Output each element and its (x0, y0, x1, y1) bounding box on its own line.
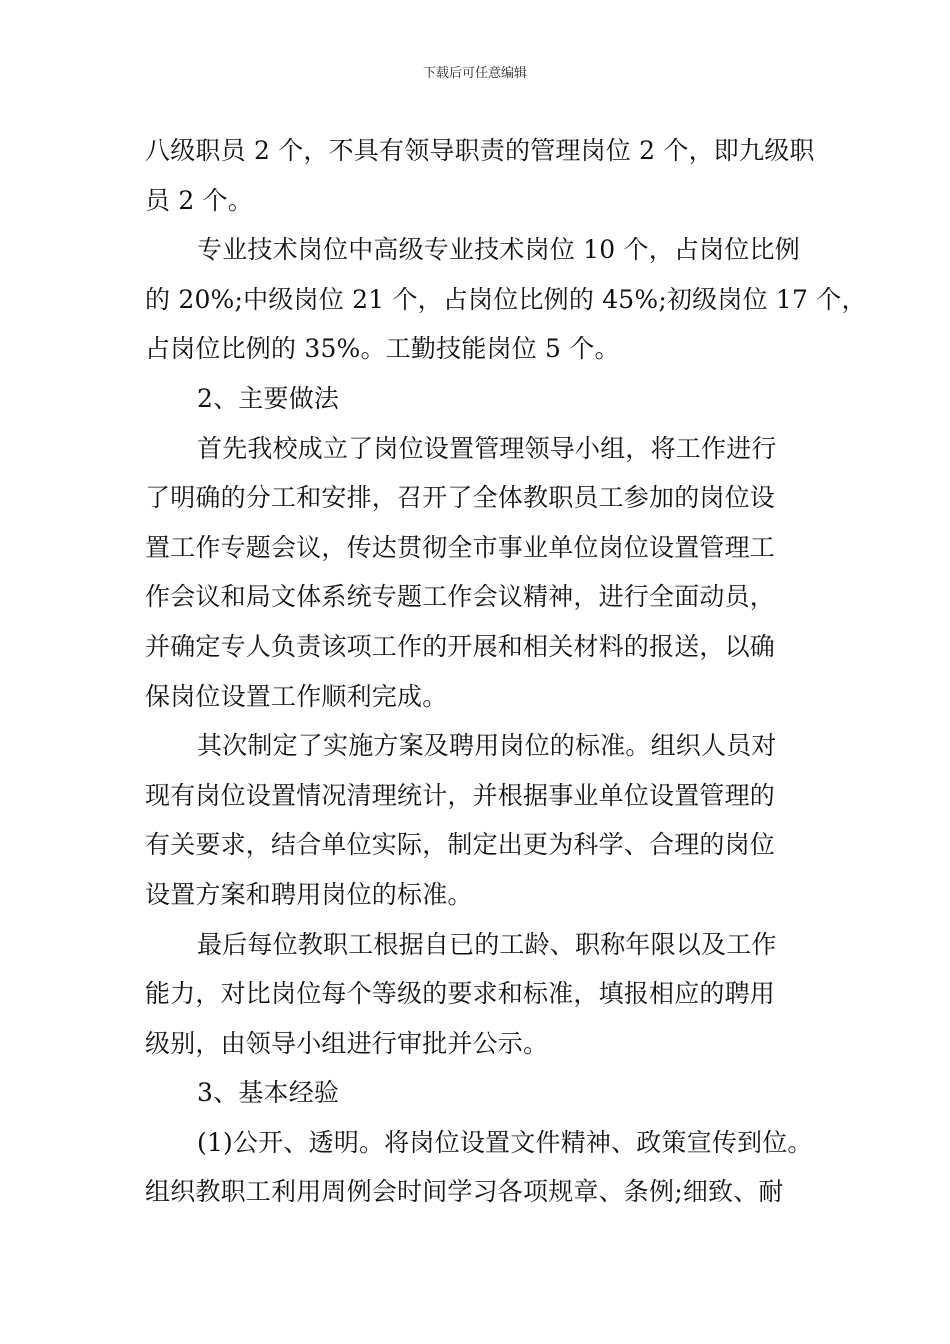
text-line: 级别，由领导小组进行审批并公示。 (145, 1028, 549, 1058)
text-line: 有关要求，结合单位实际，制定出更为科学、合理的岗位 (145, 830, 776, 860)
text-line: 最后每位教职工根据自已的工龄、职称年限以及工作 (197, 929, 777, 959)
text-line: (1)公开、透明。将岗位设置文件精神、政策宣传到位。 (197, 1127, 813, 1157)
text-line: 了明确的分工和安排，召开了全体教职员工参加的岗位设 (145, 483, 776, 513)
text-line: 能力，对比岗位每个等级的要求和标准，填报相应的聘用 (145, 979, 776, 1009)
section-heading: 2、主要做法 (197, 383, 340, 413)
page-header: 下载后可任意编辑 (422, 66, 527, 81)
section-heading: 3、基本经验 (197, 1078, 340, 1108)
text-line: 组织教职工利用周例会时间学习各项规章、条例;细致、耐 (145, 1177, 784, 1207)
text-line: 的 20%;中级岗位 21 个，占岗位比例的 45%;初级岗位 17 个， (145, 284, 867, 314)
text-line: 专业技术岗位中高级专业技术岗位 10 个，占岗位比例 (197, 235, 800, 265)
text-line: 占岗位比例的 35%。工勤技能岗位 5 个。 (145, 334, 620, 364)
text-line: 首先我校成立了岗位设置管理领导小组，将工作进行 (197, 433, 777, 463)
document-body (145, 126, 867, 1217)
text-line: 其次制定了实施方案及聘用岗位的标准。组织人员对 (197, 731, 777, 761)
text-line: 设置方案和聘用岗位的标准。 (145, 879, 473, 909)
text-line: 八级职员 2 个，不具有领导职责的管理岗位 2 个，即九级职 (145, 136, 815, 165)
text-line: 保岗位设置工作顺利完成。 (145, 681, 448, 711)
text-line: 作会议和局文体系统专题工作会议精神，进行全面动员， (145, 582, 776, 612)
text-line: 置工作专题会议，传达贯彻全市事业单位岗位设置管理工 (145, 532, 776, 562)
text-line: 员 2 个。 (145, 185, 253, 215)
text-line: 现有岗位设置情况清理统计，并根据事业单位设置管理的 (145, 780, 776, 810)
text-line: 并确定专人负责该项工作的开展和相关材料的报送，以确 (145, 631, 776, 661)
